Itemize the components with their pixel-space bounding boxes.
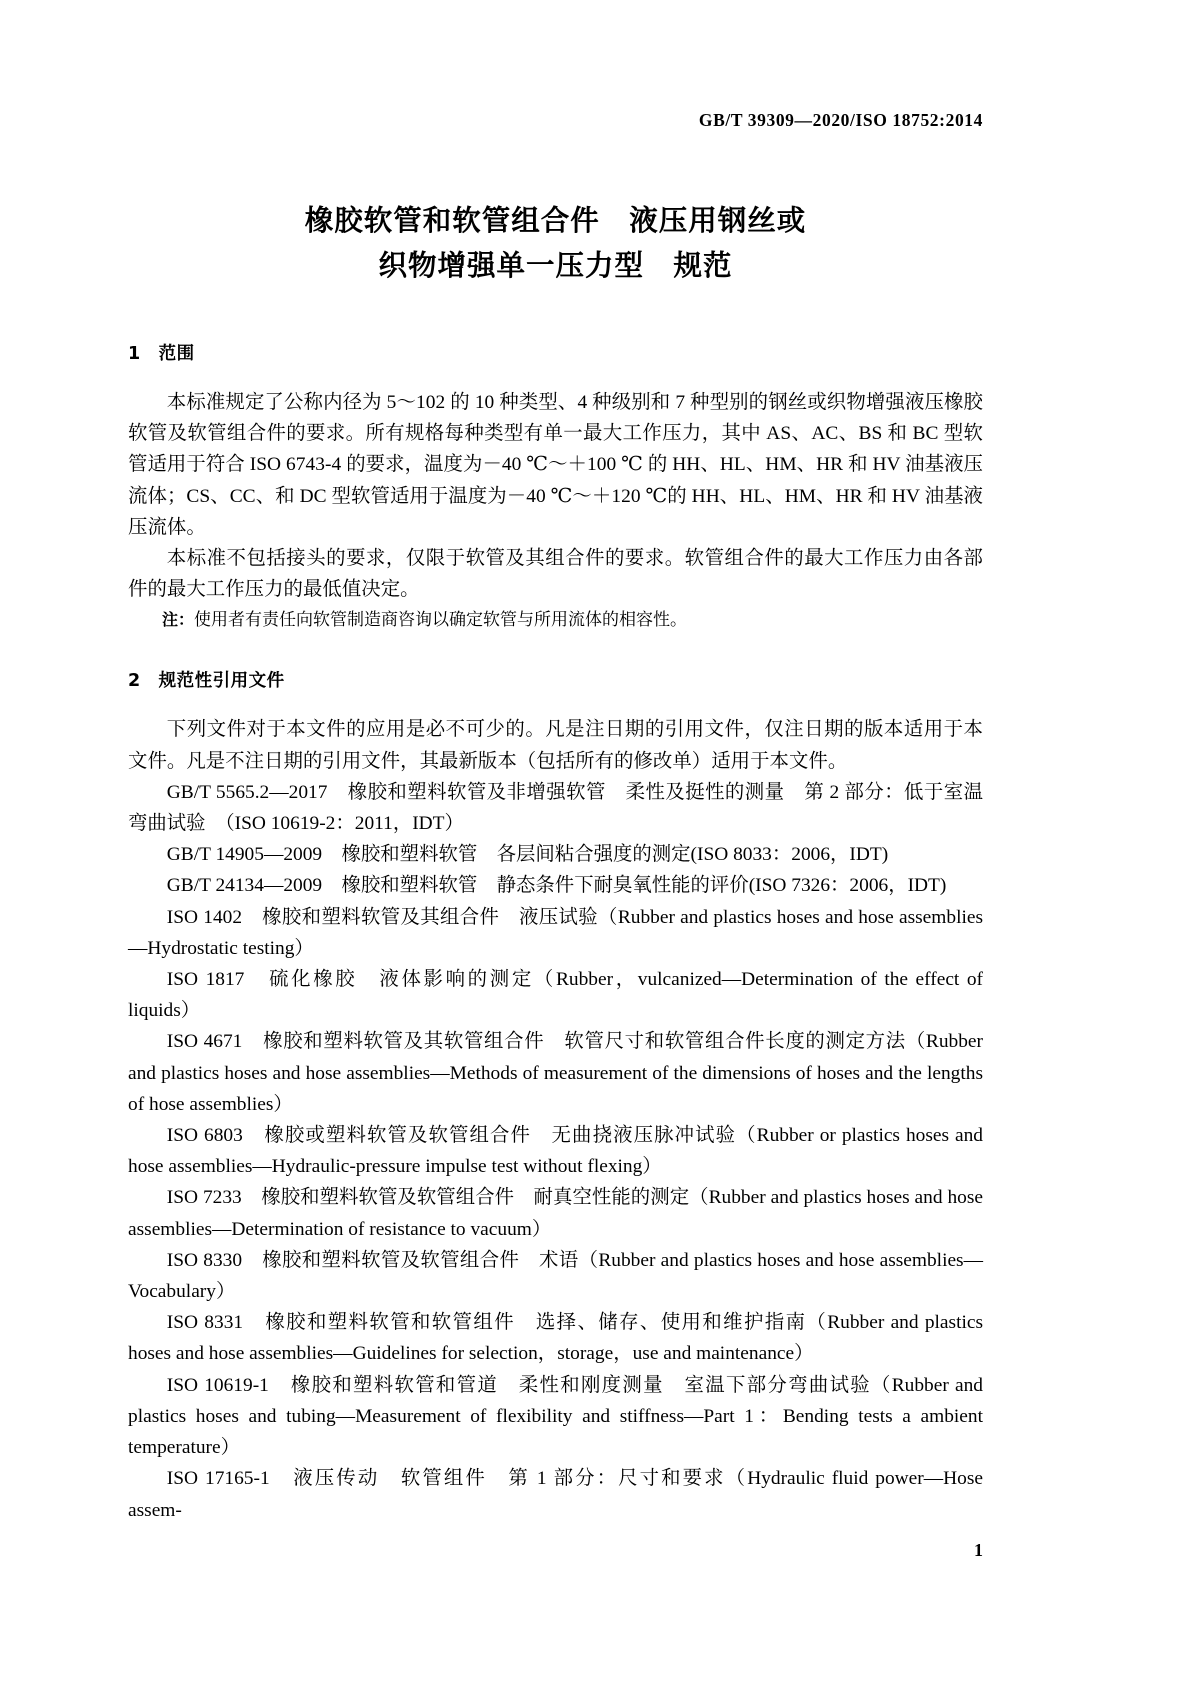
reference-item: ISO 8331 橡胶和塑料软管和软管组件 选择、储存、使用和维护指南（Rubber and plastics hoses and hose assemblies—Guidelines for selection，storage，use and maintenance） [128, 1312, 983, 1365]
scope-paragraph-2: 本标准不包括接头的要求，仅限于软管及其组合件的要求。软管组合件的最大工作压力由各部件的最大工作压力的最低值决定。 [128, 548, 983, 601]
reference-item: ISO 4671 橡胶和塑料软管及其软管组合件 软管尺寸和软管组合件长度的测定方法（Rubber and plastics hoses and hose assemblies—Methods of measurement of the dimensions of hoses and the lengths of hose assemblies） [128, 1031, 983, 1115]
reference-item: ISO 10619-1 橡胶和塑料软管和管道 柔性和刚度测量 室温下部分弯曲试验（Rubber and plastics hoses and tubing—Measurement of flexibility and stiffness—Part 1：Bending tests a ambient temperature） [128, 1374, 983, 1459]
reference-item: ISO 17165-1 液压传动 软管组件 第 1 部分：尺寸和要求（Hydraulic fluid power—Hose assem- [128, 1468, 983, 1521]
reference-item: GB/T 5565.2—2017 橡胶和塑料软管及非增强软管 柔性及挺性的测量 第 2 部分：低于室温弯曲试验 （ISO 10619-2：2011，IDT） [128, 781, 983, 835]
reference-item: GB/T 24134—2009 橡胶和塑料软管 静态条件下耐臭氧性能的评价(ISO 7326：2006，IDT) [166, 875, 947, 897]
reference-item: ISO 6803 橡胶或塑料软管及软管组合件 无曲挠液压脉冲试验（Rubber or plastics hoses and hose assemblies—Hydraulic-pressure impulse test without flexing） [128, 1125, 983, 1178]
page-title [128, 198, 983, 288]
page-number: 1 [974, 1540, 983, 1560]
scope-note [128, 605, 983, 635]
scope-paragraph-1: 本标准规定了公称内径为 5～102 的 10 种类型、4 种级别和 7 种型别的钢丝或织物增强液压橡胶软管及软管组合件的要求。所有规格每种类型有单一最大工作压力，其中 AS、AC、BS 和 BC 型软管适用于符合 ISO 6743-4 的要求，温度为－40 ℃～＋100 ℃ 的 HH、HL、HM、HR 和 HV 油基液压流体；CS、CC、和 DC 型软管适用于温度为－40 ℃～＋120 ℃的 HH、HL、HM、HR 和 HV 油基液压流体。 [128, 392, 983, 538]
reference-item: ISO 1817 硫化橡胶 液体影响的测定（Rubber，vulcanized—Determination of the effect of liquids） [128, 969, 983, 1022]
reference-item: GB/T 14905—2009 橡胶和塑料软管 各层间粘合强度的测定(ISO 8033：2006，IDT) [166, 844, 889, 866]
title-line-1: 橡胶软管和软管组合件 液压用钢丝或 [304, 204, 807, 237]
normative-references-intro: 下列文件对于本文件的应用是必不可少的。凡是注日期的引用文件，仅注日期的版本适用于本文件。凡是不注日期的引用文件，其最新版本（包括所有的修改单）适用于本文件。 [128, 719, 983, 772]
reference-item: ISO 7233 橡胶和塑料软管及软管组合件 耐真空性能的测定（Rubber and plastics hoses and hose assemblies—Determination of resistance to vacuum） [128, 1187, 983, 1240]
section-heading-scope: 1 范围 [128, 344, 195, 364]
note-label: 注： [162, 610, 195, 630]
section-heading-normative-references: 2 规范性引用文件 [128, 671, 285, 692]
document-body [128, 340, 983, 1526]
title-line-2: 织物增强单一压力型 规范 [378, 249, 733, 282]
note-text: 使用者有责任向软管制造商咨询以确定软管与所用流体的相容性。 [194, 610, 688, 630]
reference-item: ISO 1402 橡胶和塑料软管及其组合件 液压试验（Rubber and plastics hoses and hose assemblies—Hydrostatic testing） [128, 906, 983, 959]
reference-item: ISO 8330 橡胶和塑料软管及软管组合件 术语（Rubber and plastics hoses and hose assemblies—Vocabulary） [128, 1249, 983, 1303]
page-running-header: GB/T 39309—2020/ISO 18752:2014 [698, 110, 983, 130]
